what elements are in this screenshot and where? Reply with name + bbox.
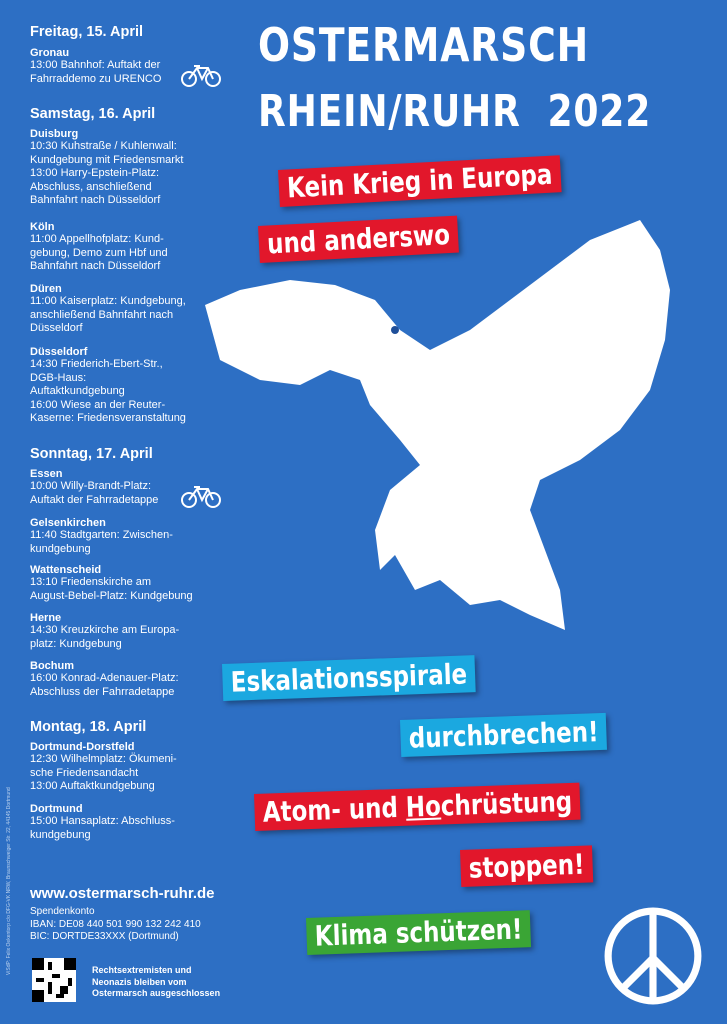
website-link[interactable]: www.ostermarsch-ruhr.de bbox=[30, 885, 215, 902]
banner-durchbrechen: durchbrechen! bbox=[400, 713, 607, 757]
bicycle-icon bbox=[180, 485, 222, 509]
day-heading: Freitag, 15. April bbox=[30, 24, 144, 40]
event-wattenscheid: Wattenscheid 13:10 Friedenskirche am August-Bebel-Platz: Kundgebung bbox=[30, 564, 193, 602]
dove-icon bbox=[200, 210, 700, 650]
event-herne: Herne 14:30 Kreuzkirche am Europa- platz: Kundgebung bbox=[30, 612, 180, 650]
event-koeln: Köln 11:00 Appellhofplatz: Kund- gebung, Demo zum Hbf und Bahnfahrt nach Düsseldorf bbox=[30, 221, 168, 272]
qr-code[interactable] bbox=[32, 958, 76, 1002]
event-gronau: Gronau 13:00 Bahnhof: Auftakt der Fahrraddemo zu URENCO bbox=[30, 47, 230, 86]
event-gelsenkirchen: Gelsenkirchen 11:40 Stadtgarten: Zwischen- kundgebung bbox=[30, 517, 173, 555]
day-heading: Montag, 18. April bbox=[30, 719, 147, 735]
title-line-2 bbox=[258, 86, 651, 137]
city: Gronau bbox=[30, 47, 70, 59]
banner-kein-krieg: Kein Krieg in Europa bbox=[278, 155, 561, 207]
banner-atom-hochruestung: Atom- und Hochrüstung bbox=[254, 783, 581, 831]
event-bochum: Bochum 16:00 Konrad-Adenauer-Platz: Abschluss der Fahrradetappe bbox=[30, 660, 179, 698]
event-dortmund-dorstfeld: Dortmund-Dorstfeld 12:30 Wilhelmplatz: Ökumeni- sche Friedensandacht 13:00 Auftaktkundgebung bbox=[30, 741, 177, 792]
title-region: RHEIN/RUHR bbox=[258, 86, 521, 137]
bank-details: Spendenkonto IBAN: DE08 440 501 990 132 242 410 BIC: DORTDE33XXX (Dortmund) bbox=[30, 906, 201, 942]
imprint-text: ViSdP: Felix Oekentorp c/o DFG-VK NRW, Braunschweiger Str. 22, 44145 Dortmund bbox=[6, 787, 12, 975]
exclusion-notice: Rechtsextremisten und Neonazis bleiben vom Ostermarsch ausgeschlossen bbox=[92, 965, 221, 998]
event-dortmund: Dortmund 15:00 Hansaplatz: Abschluss- kundgebung bbox=[30, 803, 175, 841]
title-line-1: OSTERMARSCH bbox=[258, 18, 589, 72]
peace-sign-icon bbox=[602, 905, 704, 1007]
banner-klima: Klima schützen! bbox=[306, 910, 531, 955]
banner-eskalationsspirale: Eskalationsspirale bbox=[222, 655, 476, 701]
event-duisburg: Duisburg 10:30 Kuhstraße / Kuhlenwall: Kundgebung mit Friedensmarkt 13:00 Harry-Epstein-Platz: Abschluss, anschließend Bahnfahrt nach Düsseldorf bbox=[30, 128, 184, 206]
title-year: 2022 bbox=[547, 86, 652, 137]
banner-stoppen: stoppen! bbox=[460, 845, 593, 887]
event-duesseldorf: Düsseldorf 14:30 Friederich-Ebert-Str., DGB-Haus: Auftaktkundgebung 16:00 Wiese an der Reuter- Kaserne: Friedensveranstaltung bbox=[30, 346, 186, 424]
day-heading: Sonntag, 17. April bbox=[30, 446, 153, 462]
day-heading: Samstag, 16. April bbox=[30, 106, 156, 122]
banner-und-anderswo: und anderswo bbox=[258, 216, 459, 263]
event-essen: Essen 10:00 Willy-Brandt-Platz: Auftakt der Fahrradetappe bbox=[30, 468, 159, 506]
bicycle-icon bbox=[180, 64, 222, 88]
event-dueren: Düren 11:00 Kaiserplatz: Kundgebung, anschließend Bahnfahrt nach Düsseldorf bbox=[30, 283, 186, 334]
